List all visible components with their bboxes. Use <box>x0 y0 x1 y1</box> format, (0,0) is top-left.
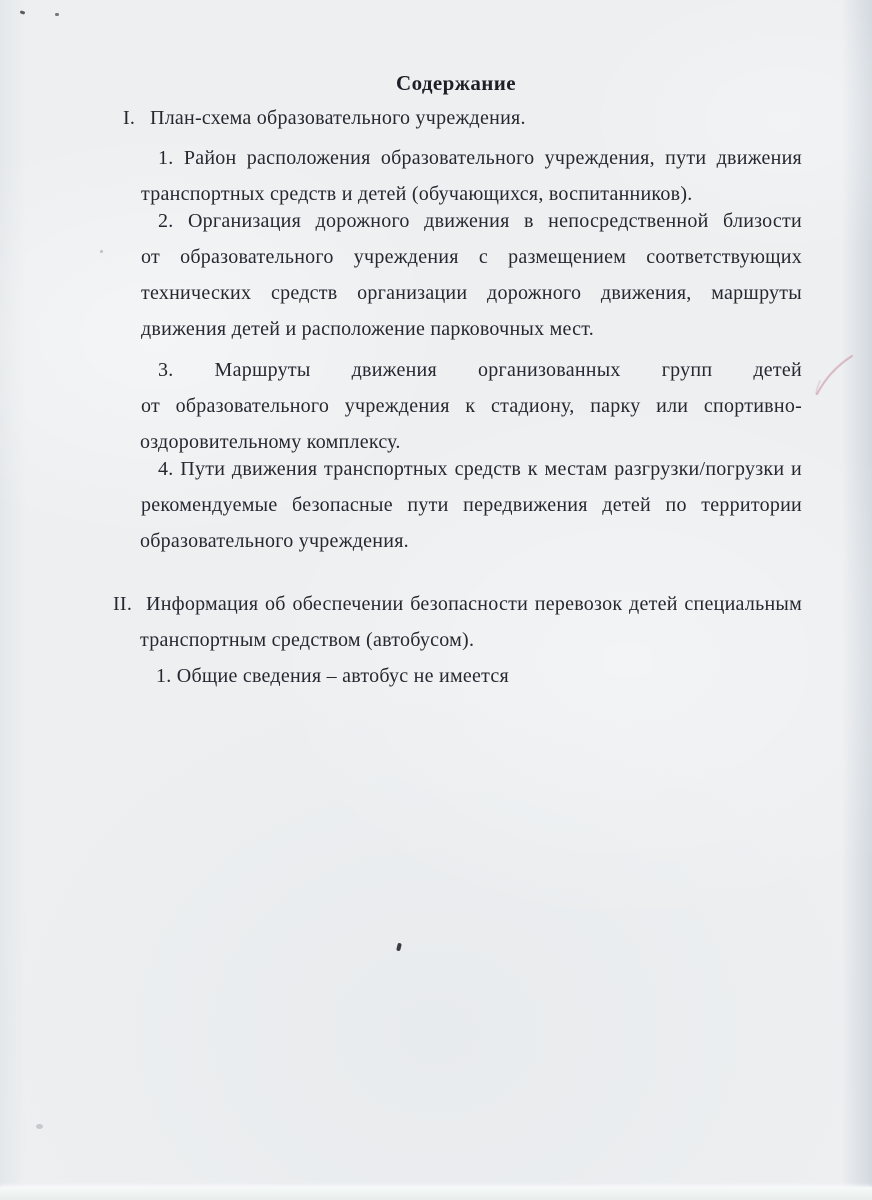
item-4-line-3: образовательного учреждения. <box>140 530 409 552</box>
page-title: Содержание <box>396 71 516 95</box>
item-1-line-2: транспортных средств и детей (обучающихся, воспитанников). <box>141 183 693 205</box>
scanner-edge <box>0 1187 872 1200</box>
item-1-line-1: 1. Район расположения образовательного учреждения, пути движения <box>158 147 802 169</box>
item-2-line-4: движения детей и расположение парковочных мест. <box>141 318 594 340</box>
section-1-heading <box>123 100 526 136</box>
pen-mark <box>800 348 864 406</box>
item-2-line-3: технических средств организации дорожного движения, маршруты <box>141 282 802 304</box>
ink-speck <box>20 10 26 14</box>
section-2-item-1: 1. Общие сведения – автобус не имеется <box>156 665 509 687</box>
item-3-line-3: оздоровительному комплексу. <box>140 431 401 453</box>
section-2-numeral: II. <box>113 593 133 615</box>
section-2-heading-text: Информация об обеспечении безопасности перевозок детей специальным <box>146 593 802 615</box>
item-3-line-2: от образовательного учреждения к стадиону, парку или спортивно- <box>141 395 802 417</box>
item-2-line-2: от образовательного учреждения с размещением соответствующих <box>141 246 802 268</box>
ink-speck <box>36 1124 43 1129</box>
ink-speck <box>396 943 402 952</box>
section-2-heading-line-2: транспортным средством (автобусом). <box>140 629 475 651</box>
ink-speck <box>100 250 103 253</box>
item-4-line-2: рекомендуемые безопасные пути передвижения детей по территории <box>141 494 802 516</box>
item-2-line-1: 2. Организация дорожного движения в непосредственной близости <box>158 210 802 232</box>
section-1-numeral: I. <box>123 107 136 129</box>
item-3-line-1: 3. Маршруты движения организованных групп детей <box>158 359 802 381</box>
section-2-heading <box>113 586 802 622</box>
ink-speck <box>55 13 59 16</box>
section-1-heading-text: План-схема образовательного учреждения. <box>150 107 526 129</box>
item-4-line-1: 4. Пути движения транспортных средств к местам разгрузки/погрузки и <box>158 458 802 480</box>
